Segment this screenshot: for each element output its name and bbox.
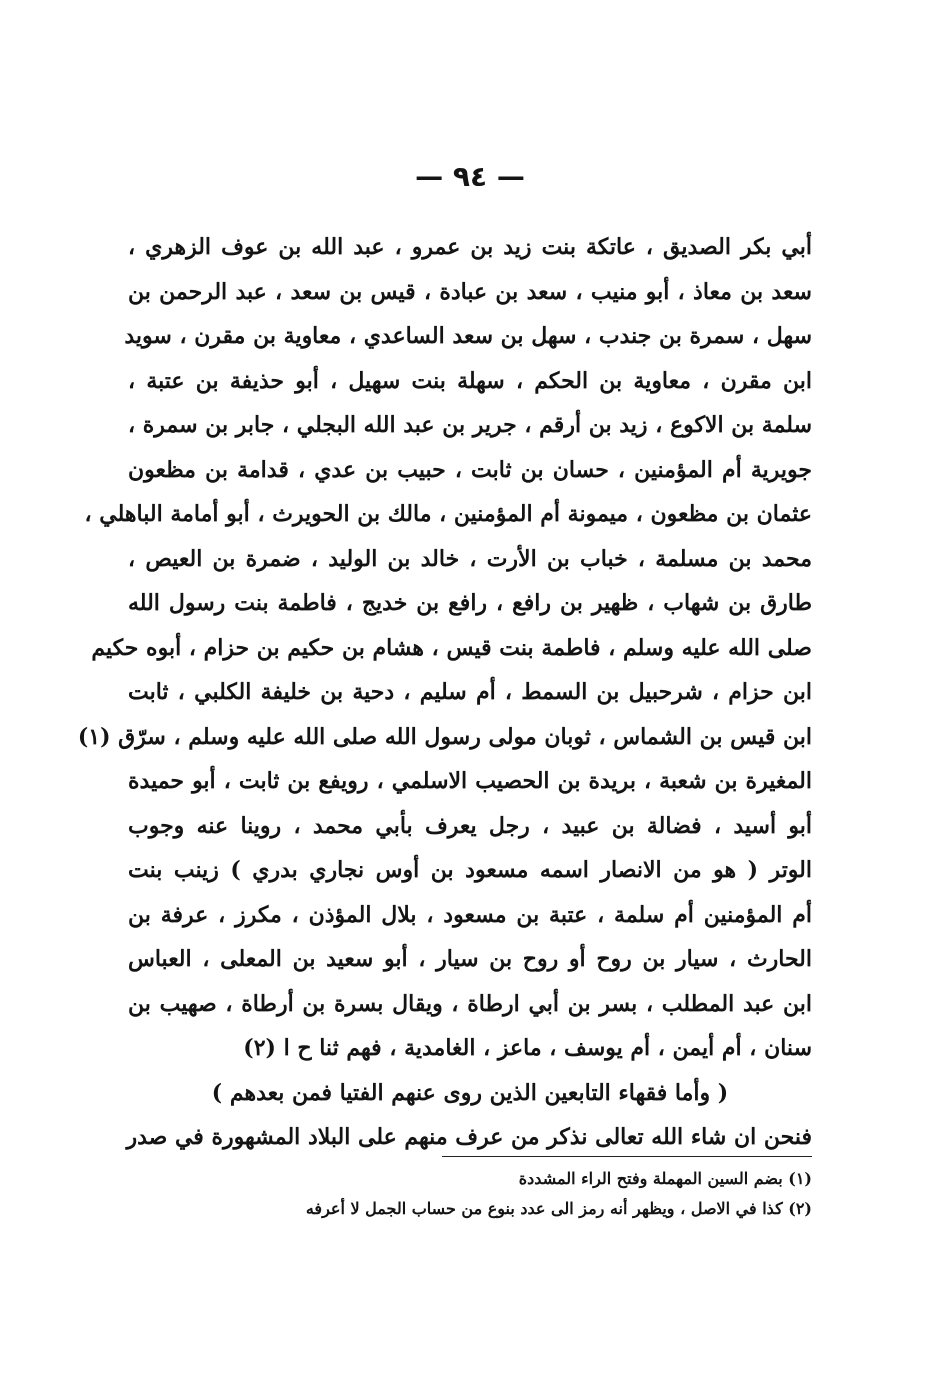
footnote: (٢) كذا في الاصل ، ويظهر أنه رمز الى عدد بنوع من حساب الجمل لا أعرفه [305,1199,812,1218]
text-line: صلى الله عليه وسلم ، فاطمة بنت قيس ، هشام بن حكيم بن حزام ، أبوه حكيم [91,634,812,661]
text-line: ابن قيس بن الشماس ، ثوبان مولى رسول الله صلى الله عليه وسلم ، سرّق (١) [77,723,812,750]
body-text [77,225,812,1160]
text-line: سعد بن معاذ ، أبو منيب ، سعد بن عبادة ، قيس بن سعد ، عبد الرحمن بن [128,278,812,305]
text-line: عثمان بن مظعون ، ميمونة أم المؤمنين ، مالك بن الحويرث ، أبو أمامة الباهلي ، [84,501,812,527]
footnote: (١) بضم السين المهملة وفتح الراء المشددة [518,1169,812,1188]
text-line: الوتر ( هو من الانصار اسمه مسعود بن أوس نجاري بدري ) زينب بنت [128,857,812,883]
text-line: فنحن ان شاء الله تعالى نذكر من عرف منهم على البلاد المشهورة في صدر [126,1124,812,1150]
text-line: سنان ، أم أيمن ، أم يوسف ، ماعز ، الغامدية ، فهم ثنا ح ا (٢) [243,1035,812,1061]
text-line: طارق بن شهاب ، ظهير بن رافع ، رافع بن خديج ، فاطمة بنت رسول الله [128,590,812,616]
page-number: — ٩٤ — [415,160,525,193]
text-line: الحارث ، سيار بن روح أو روح بن سيار ، أبو سعيد بن المعلى ، العباس [128,946,812,972]
text-line: أبو أسيد ، فضالة بن عبيد ، رجل يعرف بأبي محمد ، روينا عنه وجوب [128,812,812,839]
text-line: أبي بكر الصديق ، عاتكة بنت زيد بن عمرو ، عبد الله بن عوف الزهري ، [128,234,812,260]
text-line: ابن حزام ، شرحبيل بن السمط ، أم سليم ، دحية بن خليفة الكلبي ، ثابت [128,679,812,705]
text-line: ابن مقرن ، معاوية بن الحكم ، سهلة بنت سهيل ، أبو حذيفة بن عتبة ، [128,367,812,394]
text-line: سهل ، سمرة بن جندب ، سهل بن سعد الساعدي ، معاوية بن مقرن ، سويد [124,323,812,349]
text-line: المغيرة بن شعبة ، بريدة بن الحصيب الاسلمي ، رويفع بن ثابت ، أبو حميدة [128,768,812,794]
text-line: ابن عبد المطلب ، بسر بن أبي ارطاة ، ويقال بسرة بن أرطاة ، صهيب بن [128,990,812,1017]
section-heading: ( وأما فقهاء التابعين الذين روى عنهم الفتيا فمن بعدهم ) [211,1079,729,1106]
text-line: محمد بن مسلمة ، خباب بن الأرت ، خالد بن الوليد ، ضمرة بن العيص ، [128,545,812,572]
footnote-divider [442,1156,812,1157]
text-line: أم المؤمنين أم سلمة ، عتبة بن مسعود ، بلال المؤذن ، مكرز ، عرفة بن [128,901,812,928]
footnotes [180,1164,812,1224]
text-line: سلمة بن الاكوع ، زيد بن أرقم ، جرير بن عبد الله البجلي ، جابر بن سمرة ، [128,412,812,438]
text-line: جويرية أم المؤمنين ، حسان بن ثابت ، حبيب بن عدي ، قدامة بن مظعون [128,456,812,483]
